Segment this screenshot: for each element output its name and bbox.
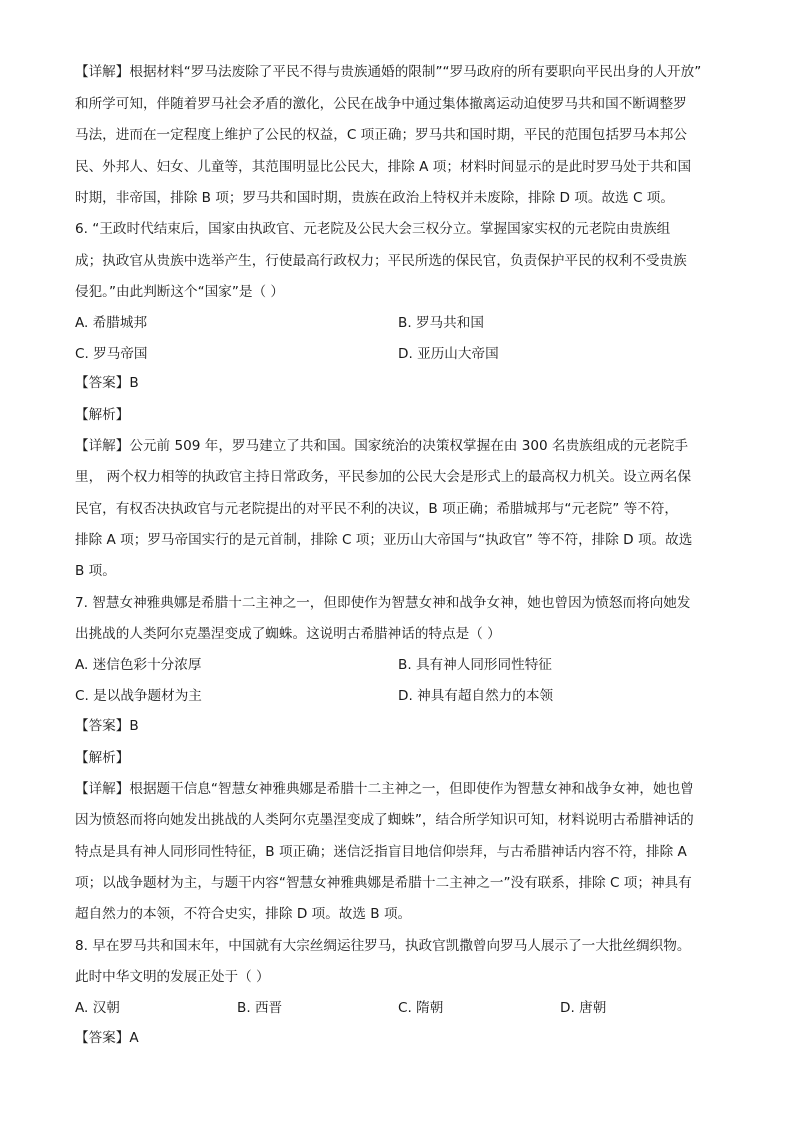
q6-option-b: B. 罗马共和国 [398,315,484,331]
q6-option-d: D. 亚历山大帝国 [398,346,499,362]
q5-detail-line: 【详解】根据材料“罗马法废除了平民不得与贵族通婚的限制”“罗马政府的所有要职向平民出身的人开放” [75,64,702,80]
q6-stem-line: 成；执政官从贵族中选举产生，行使最高行政权力；平民所选的保民官，负责保护平民的权利不受贵族 [75,253,687,269]
q8-answer: 【答案】A [75,1030,139,1046]
q8-option-a: A. 汉朝 [75,1000,120,1016]
q5-detail-line: 民、外邦人、妇女、儿童等，其范围明显比公民大，排除 A 项；材料时间显示的是此时罗马处于共和国 [75,159,692,175]
q6-detail-line: 民官，有权否决执政官与元老院提出的对平民不利的决议，B 项正确；希腊城邦与“元老院” 等不符， [75,501,678,517]
q5-detail-line: 和所学可知，伴随着罗马社会矛盾的激化，公民在战争中通过集体撤离运动迫使罗马共和国不断调整罗 [75,96,687,112]
q6-analysis-label: 【解析】 [75,407,130,423]
q6-option-c: C. 罗马帝国 [75,346,148,362]
q8-stem-line: 此时中华文明的发展正处于（ ） [75,969,270,985]
q6-detail-line: 排除 A 项；罗马帝国实行的是元首制，排除 C 项；亚历山大帝国与“执政官” 等不符，排除 D 项。故选 [75,532,693,548]
q6-detail-line: 【详解】公元前 509 年，罗马建立了共和国。国家统治的决策权掌握在由 300 名贵族组成的元老院手 [75,438,688,454]
q6-answer: 【答案】B [75,375,139,391]
q7-analysis-label: 【解析】 [75,750,130,766]
q7-option-a: A. 迷信色彩十分浓厚 [75,657,202,673]
q7-detail-line: 特点是具有神人同形同性特征，B 项正确；迷信泛指盲目地信仰崇拜，与古希腊神话内容不符，排除 A [75,844,687,860]
q7-stem-line: 出挑战的人类阿尔克墨涅变成了蜘蛛。这说明古希腊神话的特点是（ ） [75,626,501,642]
q6-option-a: A. 希腊城邦 [75,315,148,331]
q7-answer: 【答案】B [75,718,139,734]
q8-stem-line: 8. 早在罗马共和国末年，中国就有大宗丝绸运往罗马，执政官凯撒曾向罗马人展示了一大批丝绸织物。 [75,938,691,954]
q7-option-c: C. 是以战争题材为主 [75,688,202,704]
q8-option-d: D. 唐朝 [560,1000,607,1016]
q7-detail-line: 项；以战争题材为主，与题干内容“智慧女神雅典娜是希腊十二主神之一”没有联系，排除 C 项；神具有 [75,875,692,891]
q5-detail-line: 马法，进而在一定程度上维护了公民的权益，C 项正确；罗马共和国时期，平民的范围包括罗马本邦公 [75,127,687,143]
q6-detail-line: B 项。 [75,563,116,579]
q6-stem-line: 6. “王政时代结束后，国家由执政官、元老院及公民大会三权分立。掌握国家实权的元老院由贵族组 [75,221,671,237]
q6-detail-line: 里， 两个权力相等的执政官主持日常政务，平民参加的公民大会是形式上的最高权力机关。设立两名保 [75,469,692,485]
q7-detail-line: 超自然力的本领，不符合史实，排除 D 项。故选 B 项。 [75,906,412,922]
q8-option-b: B. 西晋 [237,1000,283,1016]
q7-option-b: B. 具有神人同形同性特征 [398,657,552,673]
q7-detail-line: 因为愤怒而将向她发出挑战的人类阿尔克墨涅变成了蜘蛛”，结合所学知识可知，材料说明古希腊神话的 [75,812,694,828]
q7-option-d: D. 神具有超自然力的本领 [398,688,554,704]
q6-stem-line: 侵犯。”由此判断这个“国家”是（ ） [75,284,284,300]
q7-detail-line: 【详解】根据题干信息“智慧女神雅典娜是希腊十二主神之一，但即使作为智慧女神和战争女神，她也曾 [75,781,694,797]
q7-stem-line: 7. 智慧女神雅典娜是希腊十二主神之一，但即使作为智慧女神和战争女神，她也曾因为愤怒而将向她发 [75,595,691,611]
q5-detail-line: 时期，非帝国，排除 B 项；罗马共和国时期，贵族在政治上特权并未废除，排除 D 项。故选 C 项。 [75,190,674,206]
q8-option-c: C. 隋朝 [398,1000,444,1016]
